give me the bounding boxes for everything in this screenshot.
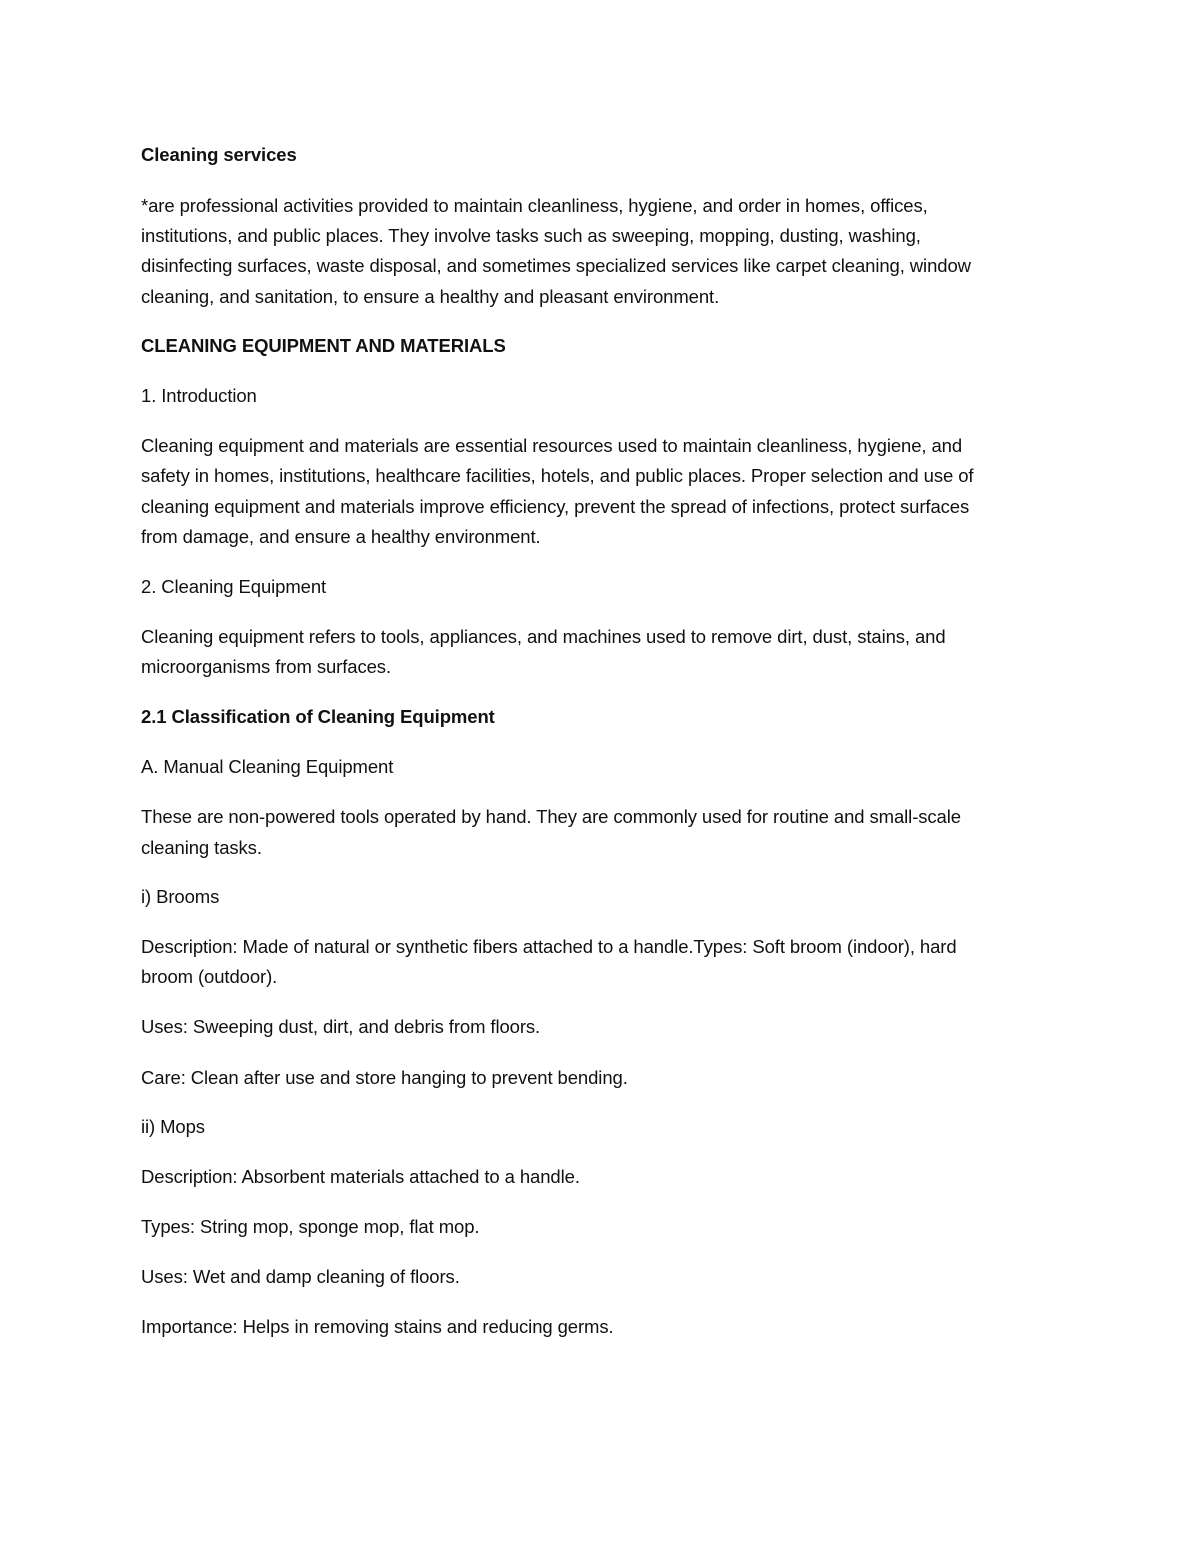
classification-heading: 2.1 Classification of Cleaning Equipment: [141, 706, 495, 727]
introduction-line: Cleaning equipment and materials are essential resources used to maintain cleanliness, hygiene, and: [141, 435, 963, 456]
introduction-line: safety in homes, institutions, healthcare facilities, hotels, and public places. Proper selection and use of: [141, 465, 974, 486]
introduction-heading: 1. Introduction: [141, 385, 257, 406]
manual-line: cleaning tasks.: [141, 837, 262, 858]
section-heading: CLEANING EQUIPMENT AND MATERIALS: [141, 335, 506, 356]
brooms-description-line: broom (outdoor).: [141, 966, 278, 987]
introduction-line: from damage, and ensure a healthy environment.: [141, 526, 541, 547]
brooms-description-line: Description: Made of natural or synthetic fibers attached to a handle.Types: Soft broom (indoor), hard: [141, 936, 957, 957]
equipment-line: Cleaning equipment refers to tools, appliances, and machines used to remove dirt, dust, stains, and: [141, 626, 946, 647]
mops-heading: ii) Mops: [141, 1116, 205, 1137]
mops-uses: Uses: Wet and damp cleaning of floors.: [141, 1266, 460, 1287]
mops-importance: Importance: Helps in removing stains and reducing germs.: [141, 1316, 614, 1337]
mops-types: Types: String mop, sponge mop, flat mop.: [141, 1216, 480, 1237]
brooms-care: Care: Clean after use and store hanging to prevent bending.: [141, 1067, 628, 1088]
brooms-uses: Uses: Sweeping dust, dirt, and debris from floors.: [141, 1016, 541, 1037]
mops-description: Description: Absorbent materials attached to a handle.: [141, 1166, 580, 1187]
intro-line: *are professional activities provided to maintain cleanliness, hygiene, and order in homes, offices,: [141, 195, 928, 216]
equipment-line: microorganisms from surfaces.: [141, 656, 391, 677]
introduction-line: cleaning equipment and materials improve efficiency, prevent the spread of infections, protect surfaces: [141, 496, 970, 517]
intro-line: institutions, and public places. They involve tasks such as sweeping, mopping, dusting, washing,: [141, 225, 921, 246]
document-title: Cleaning services: [141, 144, 297, 165]
intro-line: cleaning, and sanitation, to ensure a healthy and pleasant environment.: [141, 286, 720, 307]
equipment-heading: 2. Cleaning Equipment: [141, 576, 327, 597]
intro-line: disinfecting surfaces, waste disposal, and sometimes specialized services like carpet cleaning, window: [141, 255, 971, 276]
manual-heading: A. Manual Cleaning Equipment: [141, 756, 394, 777]
manual-line: These are non-powered tools operated by hand. They are commonly used for routine and small-scale: [141, 806, 961, 827]
brooms-heading: i) Brooms: [141, 886, 220, 907]
